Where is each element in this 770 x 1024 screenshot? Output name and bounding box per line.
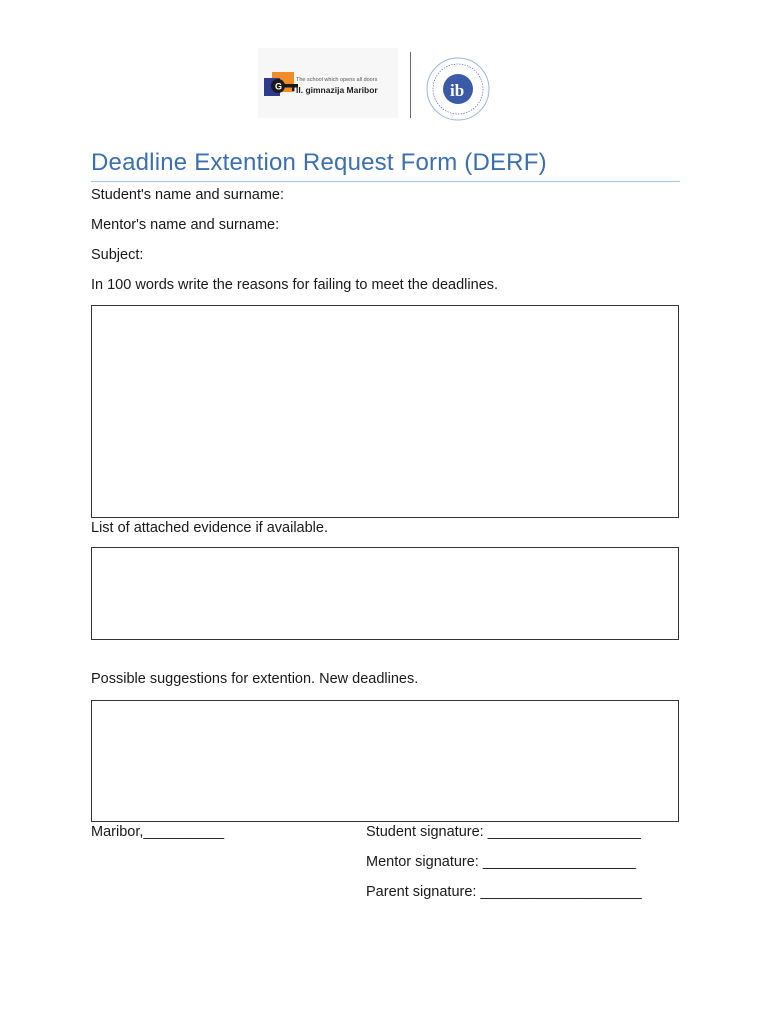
place-date-line: Maribor,__________ <box>91 824 225 840</box>
svg-text:ib: ib <box>450 81 465 100</box>
parent-signature-line: Parent signature: ____________________ <box>366 884 642 900</box>
suggestions-box[interactable] <box>91 700 679 822</box>
mentor-signature-line: Mentor signature: ___________________ <box>366 854 637 870</box>
school-logo <box>258 48 398 118</box>
svg-text:G: G <box>275 81 283 92</box>
suggestions-label: Possible suggestions for extention. New deadlines. <box>91 671 419 687</box>
student-name-label: Student's name and surname: <box>91 187 284 203</box>
student-signature-line: Student signature: ___________________ <box>366 824 641 840</box>
evidence-label: List of attached evidence if available. <box>91 520 328 536</box>
mentor-name-label: Mentor's name and surname: <box>91 217 280 233</box>
subject-label: Subject: <box>91 247 144 263</box>
title-underline <box>91 181 680 182</box>
ib-logo <box>425 56 491 122</box>
reasons-label: In 100 words write the reasons for failing to meet the deadlines. <box>91 277 499 293</box>
evidence-box[interactable] <box>91 547 679 640</box>
reasons-box[interactable] <box>91 305 679 518</box>
school-tagline: The school which opens all doors <box>296 77 378 83</box>
form-title: Deadline Extention Request Form (DERF) <box>91 149 547 176</box>
logo-divider <box>410 52 411 118</box>
school-name: II. gimnazija Maribor <box>296 85 378 95</box>
